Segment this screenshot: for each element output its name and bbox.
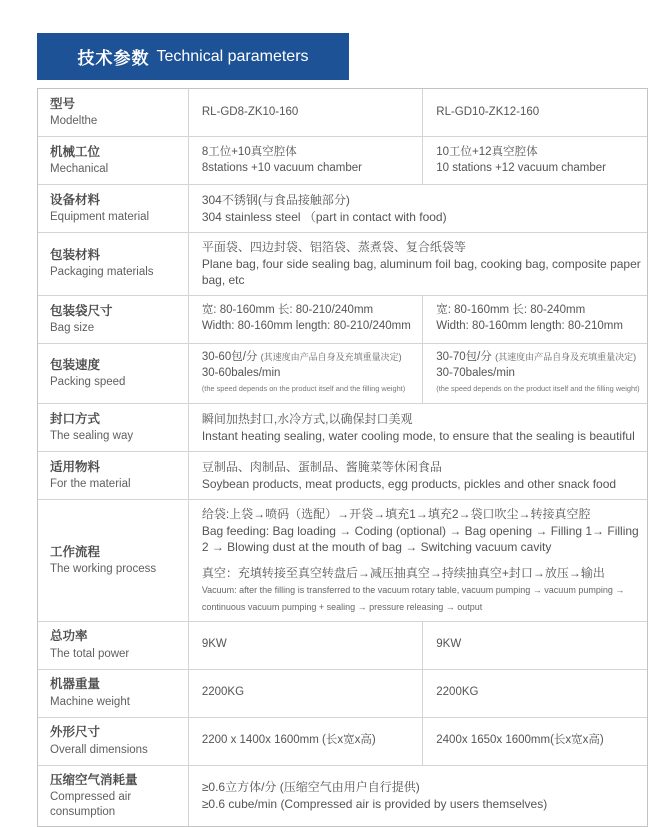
row-label-en: The working process <box>50 563 157 576</box>
spec-value-text: 宽: 80-160mm 长: 80-240mm <box>436 304 586 317</box>
spec-row <box>38 452 647 500</box>
row-label-cell <box>38 718 188 765</box>
row-label-en: Packing speed <box>50 376 126 389</box>
row-label-zh: 包装速度 <box>50 357 101 372</box>
spec-value-cell <box>422 718 647 765</box>
spec-value-text: RL-GD8-ZK10-160 <box>201 105 299 118</box>
spec-value-line <box>202 192 641 209</box>
spec-value-text: 豆制品、肉制品、蛋制品、酱腌菜等休闲食品 <box>201 460 442 475</box>
row-label-zh: 总功率 <box>50 629 88 644</box>
spec-value-line <box>202 796 641 813</box>
row-label-en: Mechanical <box>50 163 109 176</box>
spec-value-cell <box>188 185 647 232</box>
spec-value-cell <box>188 233 647 295</box>
spec-value-line <box>202 637 416 653</box>
row-label-en: The sealing way <box>50 430 134 443</box>
spec-value-text: Bag feeding: Bag loading → Coding (optional) → Bag opening → Filling 1→ Filling 2 → Blowing dust at the mouth of bag → Switching vacuum cavity <box>201 523 639 555</box>
spec-value-text: ≥0.6立方体/分 (压缩空气由用户自行提供) <box>201 780 420 795</box>
row-label-cell <box>38 296 188 343</box>
row-label-cell <box>38 89 188 136</box>
spec-row <box>38 89 647 137</box>
spec-value-line <box>202 145 416 161</box>
row-label-en: For the material <box>50 478 131 491</box>
spec-value-line <box>202 161 416 177</box>
spec-value-line <box>202 733 416 749</box>
spec-value-text: Instant heating sealing, water cooling mode, to ensure that the sealing is beautiful <box>201 428 635 443</box>
spec-value-text: ≥0.6 cube/min (Compressed air is provided by users themselves) <box>201 796 548 811</box>
spec-value-cell <box>188 622 422 669</box>
spec-value-text: 真空：充填转接至真空转盘后→减压抽真空→持续抽真空+封口→放压→输出 <box>201 565 605 580</box>
spec-row <box>38 137 647 185</box>
spec-value-cell <box>188 89 422 136</box>
spec-value-line <box>436 685 641 701</box>
spec-value-line <box>436 161 641 177</box>
row-label-cell <box>38 452 188 499</box>
spec-value-text: RL-GD10-ZK12-160 <box>436 105 540 118</box>
spec-value-text: 宽: 80-160mm 长: 80-210/240mm <box>201 304 374 317</box>
spec-value-line <box>436 381 641 397</box>
spec-value-cell <box>188 404 647 451</box>
spec-value-line <box>202 209 641 226</box>
spec-value-text: 9KW <box>201 638 227 651</box>
spec-row <box>38 670 647 718</box>
spec-row <box>38 344 647 405</box>
spec-value-cell <box>422 137 647 184</box>
row-label-en: Compressed air consumption <box>50 790 132 818</box>
row-label-zh: 设备材料 <box>50 192 101 207</box>
spec-value-cell <box>422 344 647 404</box>
section-banner <box>37 33 349 80</box>
spec-value-text: (其速度由产品自身及充填重量决定) <box>495 351 637 362</box>
spec-value-line <box>202 381 416 397</box>
spec-value-line <box>202 685 416 701</box>
row-label-cell <box>38 500 188 620</box>
spec-value-line <box>436 637 641 653</box>
row-label-zh: 外形尺寸 <box>50 725 101 740</box>
row-label-zh: 机械工位 <box>50 144 101 159</box>
spec-value-line <box>202 565 641 582</box>
spec-value-text: 8工位+10真空腔体 <box>201 145 297 158</box>
spec-value-line <box>202 366 416 382</box>
spec-value-cell <box>188 718 422 765</box>
spec-row <box>38 404 647 452</box>
spec-value-text: (the speed depends on the product itself and the filling weight) <box>201 384 406 394</box>
row-label-en: Bag size <box>50 321 95 334</box>
row-label-cell <box>38 344 188 404</box>
spec-value-line <box>202 256 641 289</box>
spec-value-text: (其速度由产品自身及充填重量决定) <box>260 351 402 362</box>
row-label-en: Equipment material <box>50 211 150 224</box>
row-label-en: Machine weight <box>50 695 130 708</box>
spec-value-line <box>202 319 416 335</box>
row-label-cell <box>38 233 188 295</box>
row-label-zh: 包装材料 <box>50 248 101 263</box>
spec-value-line <box>202 105 416 121</box>
spec-value-text: 10 stations +12 vacuum chamber <box>436 161 606 174</box>
spec-value-text: Width: 80-160mm length: 80-210mm <box>436 320 623 333</box>
spec-value-line <box>202 476 641 493</box>
spec-value-text: 2200 x 1400x 1600mm (长x宽x高) <box>201 734 376 747</box>
row-label-cell <box>38 670 188 717</box>
spec-row <box>38 185 647 233</box>
technical-parameters-table <box>37 88 648 827</box>
spec-value-cell <box>422 622 647 669</box>
spec-value-text: 给袋:上袋→喷码（选配）→开袋→填充1→填充2→袋口吹尘→转接真空腔 <box>201 507 591 522</box>
spec-value-line <box>202 523 641 556</box>
spec-value-text: 10工位+12真空腔体 <box>436 145 538 158</box>
spec-value-line <box>202 459 641 476</box>
spec-value-text: 8stations +10 vacuum chamber <box>201 161 362 174</box>
spec-value-cell <box>422 296 647 343</box>
spec-value-line <box>202 581 641 614</box>
spec-row <box>38 622 647 670</box>
spec-value-text: 平面袋、四边封袋、铝箔袋、蒸煮袋、复合纸袋等 <box>201 240 466 254</box>
spec-value-text: 30-70包/分 <box>436 350 496 363</box>
spec-value-text: 瞬间加热封口,水冷方式,以确保封口美观 <box>201 412 413 427</box>
row-label-cell <box>38 185 188 232</box>
spec-value-line <box>436 350 641 366</box>
spec-value-cell <box>188 452 647 499</box>
spec-row <box>38 766 647 826</box>
spec-value-text: 2400x 1650x 1600mm(长x宽x高) <box>436 734 604 747</box>
row-label-cell <box>38 404 188 451</box>
row-label-en: Packaging materials <box>50 266 154 279</box>
spec-row <box>38 296 647 344</box>
spec-value-line <box>436 303 641 319</box>
row-label-zh: 包装袋尺寸 <box>50 303 113 318</box>
spec-value-line <box>436 145 641 161</box>
row-label-zh: 型号 <box>50 96 76 111</box>
spec-value-line <box>202 428 641 445</box>
spec-value-line <box>202 350 416 366</box>
spec-value-line <box>436 105 641 121</box>
spec-value-line <box>436 319 641 335</box>
row-label-en: Modelthe <box>50 115 98 128</box>
row-label-zh: 封口方式 <box>50 412 101 427</box>
row-label-zh: 机器重量 <box>50 677 101 692</box>
spec-value-line <box>202 239 641 256</box>
section-title-zh: 技术参数 <box>77 49 150 68</box>
spec-row <box>38 500 647 621</box>
spec-value-cell <box>188 296 422 343</box>
spec-value-cell <box>188 766 647 826</box>
spec-value-text: Soybean products, meat products, egg products, pickles and other snack food <box>201 476 617 491</box>
row-label-cell <box>38 766 188 826</box>
spec-value-cell <box>188 137 422 184</box>
spec-value-text: 304 stainless steel （part in contact with food) <box>201 209 447 224</box>
spec-value-cell <box>188 670 422 717</box>
spec-value-text: Plane bag, four side sealing bag, aluminum foil bag, cooking bag, composite paper bag, etc <box>201 256 641 288</box>
row-label-zh: 工作流程 <box>50 544 101 559</box>
spec-value-text: 304不锈钢(与食品接触部分) <box>201 192 350 207</box>
spec-value-line <box>202 779 641 796</box>
spec-row <box>38 233 647 296</box>
spec-row <box>38 718 647 766</box>
row-label-zh: 压缩空气消耗量 <box>50 772 138 787</box>
spec-value-cell <box>422 670 647 717</box>
spec-value-line <box>202 411 641 428</box>
spec-value-line <box>436 366 641 382</box>
spec-value-cell <box>188 500 647 620</box>
spec-value-text: 9KW <box>436 638 462 651</box>
row-label-cell <box>38 622 188 669</box>
spec-value-cell <box>422 89 647 136</box>
spec-value-text: (the speed depends on the product itself and the filling weight) <box>436 384 640 394</box>
spec-value-text: 2200KG <box>436 686 479 699</box>
spec-value-cell <box>188 344 422 404</box>
spec-value-line <box>202 506 641 523</box>
spec-value-text: 30-60bales/min <box>201 366 281 379</box>
row-label-cell <box>38 137 188 184</box>
row-label-zh: 适用物料 <box>50 460 101 475</box>
row-label-en: The total power <box>50 647 130 660</box>
spec-value-line <box>436 733 641 749</box>
spec-value-text: 30-70bales/min <box>436 366 515 379</box>
row-label-en: Overall dimensions <box>50 743 148 756</box>
section-title-en: Technical parameters <box>156 47 309 65</box>
spec-value-text: Vacuum: after the filling is transferred to the vacuum rotary table, vacuum pumping → vacuum pumping → continuous vacuum pumping + sealing → pressure releasing → output <box>201 585 625 612</box>
spec-value-line <box>202 303 416 319</box>
spec-value-text: 30-60包/分 <box>201 350 261 363</box>
spec-value-text: 2200KG <box>201 686 245 699</box>
spec-value-text: Width: 80-160mm length: 80-210/240mm <box>201 320 411 333</box>
